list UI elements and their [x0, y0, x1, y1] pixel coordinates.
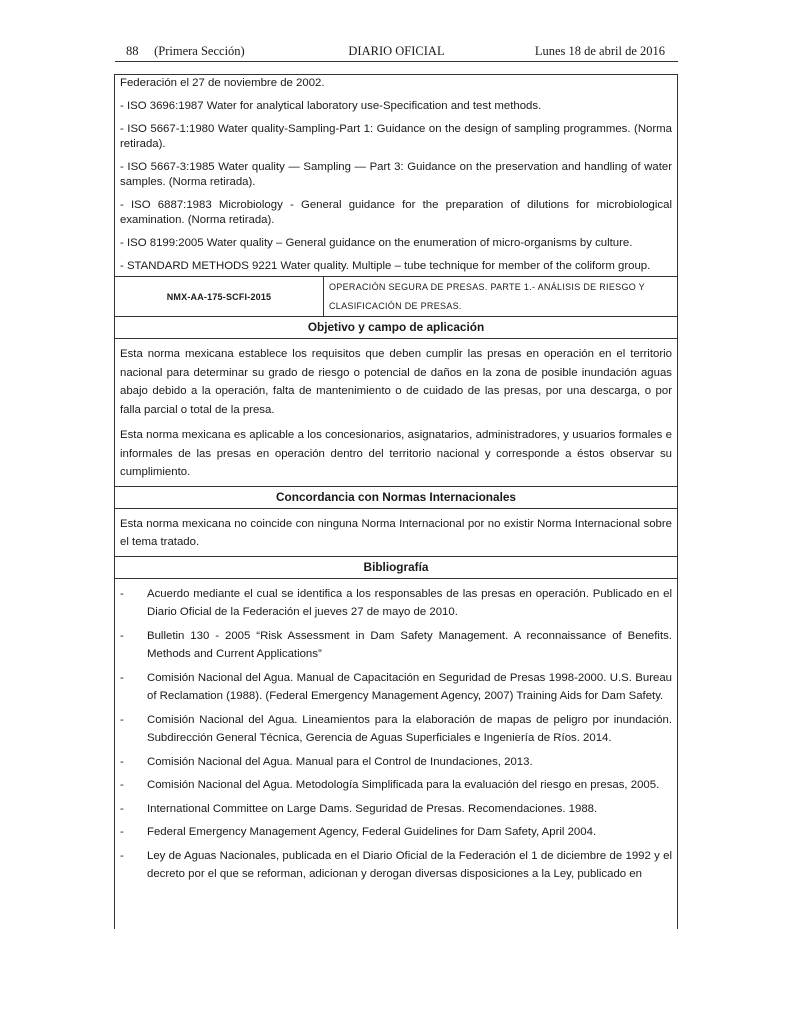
bullet-dash: - [120, 755, 124, 768]
bibliography-text: Acuerdo mediante el cual se identifica a los responsables de las presas en operación. Publicado en el Diario Oficial de la Federación el jueves 27 de mayo de 2010. [147, 587, 672, 618]
bibliography-text: Federal Emergency Management Agency, Federal Guidelines for Dam Safety, April 2004. [147, 826, 597, 838]
objective-paragraph: Esta norma mexicana establece los requisitos que deben cumplir las presas en operación en el territorio nacional para determinar su grado de riesgo o potencial de daños en la zona de posible inundación aguas abajo debido a la operación, falta de mantenimiento o de cuidado de las presas, por una descarga, o por falla parcial o total de la presa. [120, 348, 672, 416]
standard-title-row [115, 277, 677, 317]
bullet-dash: - [120, 779, 124, 791]
concordance-heading: Concordancia con Normas Internacionales [115, 487, 677, 509]
references-section [115, 75, 677, 277]
bibliography-item [115, 847, 677, 884]
bibliography-text: Comisión Nacional del Agua. Manual de Capacitación en Seguridad de Presas 1998-2000. U.S. Bureau of Reclamation (1988). (Federal Emergency Management Agency, 2007) Training Aids for Dam Safety. [147, 671, 672, 702]
page-header [115, 43, 678, 62]
reference-line: - ISO 6887:1983 Microbiology - General guidance for the preparation of dilutions for microbiological examination. (Norma retirada). [120, 199, 672, 226]
publication-name: DIARIO OFICIAL [348, 44, 445, 58]
bullet-dash: - [120, 671, 124, 684]
reference-line: - STANDARD METHODS 9221 Water quality. Multiple – tube technique for member of the coliform group. [120, 260, 651, 272]
reference-line: - ISO 8199:2005 Water quality – General guidance on the enumeration of micro-organisms by culture. [120, 237, 633, 249]
concordance-paragraph: Esta norma mexicana no coincide con ninguna Norma Internacional por no existir Norma Internacional sobre el tema tratado. [120, 517, 672, 548]
bibliography-section [115, 557, 677, 884]
bibliography-text: Comisión Nacional del Agua. Manual para el Control de Inundaciones, 2013. [147, 755, 533, 768]
bibliography-text: Comisión Nacional del Agua. Lineamientos para la elaboración de mapas de peligro por inundación. Subdirección General Técnica, Gerencia de Aguas Superficiales e Ingeniería de Ríos. 2014. [147, 713, 672, 744]
content-table [114, 74, 678, 929]
bibliography-item [115, 776, 677, 795]
bullet-dash: - [120, 826, 124, 838]
bibliography-heading: Bibliografía [115, 557, 677, 579]
bibliography-item [115, 823, 677, 842]
bullet-dash: - [120, 587, 124, 600]
publication-date: Lunes 18 de abril de 2016 [534, 44, 665, 58]
reference-line: - ISO 3696:1987 Water for analytical laboratory use-Specification and test methods. [120, 100, 542, 112]
concordance-section [115, 487, 677, 557]
objective-heading: Objetivo y campo de aplicación [115, 317, 677, 339]
objective-section [115, 317, 677, 487]
bibliography-text: Comisión Nacional del Agua. Metodología Simplificada para la evaluación del riesgo en presas, 2005. [147, 779, 660, 791]
bibliography-text: International Committee on Large Dams. Seguridad de Presas. Recomendaciones. 1988. [147, 802, 598, 815]
bibliography-item [115, 627, 677, 664]
bibliography-item [115, 669, 677, 706]
reference-line: - ISO 5667-3:1985 Water quality — Sampling — Part 3: Guidance on the preservation and handling of water samples. (Norma retirada). [120, 161, 672, 188]
objective-paragraph: Esta norma mexicana es aplicable a los concesionarios, asignatarios, administradores, y usuarios formales e informales de las presas en operación dentro del territorio nacional y corresponde a éstos observar su cumplimiento. [120, 429, 672, 478]
standard-title: OPERACIÓN SEGURA DE PRESAS. PARTE 1.- ANÁLISIS DE RIESGO Y CLASIFICACIÓN DE PRESAS. [329, 282, 645, 311]
bibliography-text: Ley de Aguas Nacionales, publicada en el Diario Oficial de la Federación el 1 de diciembre de 1992 y el decreto por el que se reforman, adicionan y derogan diversas disposiciones a la Ley, publicado en [147, 849, 672, 880]
bullet-dash: - [120, 713, 124, 726]
bibliography-item [115, 800, 677, 819]
bibliography-item [115, 585, 677, 622]
reference-line: - ISO 5667-1:1980 Water quality-Sampling-Part 1: Guidance on the design of sampling programmes. (Norma retirada). [120, 123, 672, 150]
bibliography-item [115, 711, 677, 748]
bibliography-text: Bulletin 130 - 2005 “Risk Assessment in Dam Safety Management. A reconnaissance of Benefits. Methods and Current Applications” [147, 629, 672, 660]
bullet-dash: - [120, 849, 124, 862]
standard-code: NMX-AA-175-SCFI-2015 [115, 277, 324, 316]
reference-line: Federación el 27 de noviembre de 2002. [120, 77, 325, 89]
page-number-section: 88 (Primera Sección) [126, 44, 245, 58]
bullet-dash: - [120, 629, 124, 642]
bullet-dash: - [120, 802, 124, 815]
bibliography-item [115, 753, 677, 772]
